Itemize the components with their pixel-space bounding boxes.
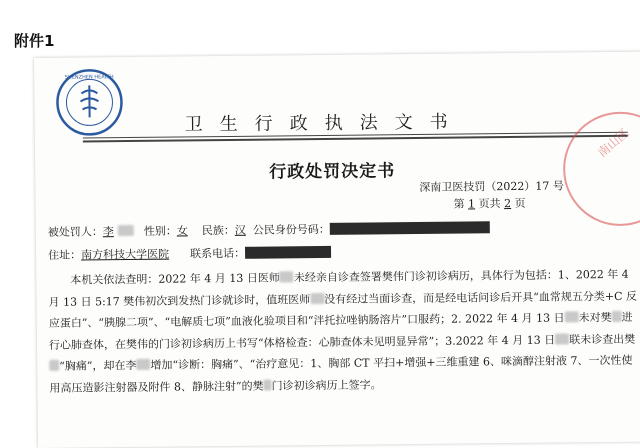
page-indicator: 第 1 页共 2 页 bbox=[453, 196, 526, 211]
decision-body: 本机关依法查明：2022 年 4 月 13 日医师 未经亲自诊查签署樊伟门诊初诊病历，具体行为包括：1、2022 年 4 月 13 日 5:17 樊伟初次到发热门诊就诊时，值班医师 没有经过当面诊查，而是经电话问诊后开具“血常规五分类+C 反应蛋白”、“胰腺二项”、“电解质七项”血液化验项目和“泮托拉唑钠肠溶片”口服药；2. 2022 年 4 月 13 日 未对樊 进行心肺查体，在樊伟的门诊初诊病历上书写“体格检查：心肺查体未见明显异常”；3.2022 年 4 月 13 日 联未诊查出樊“胸痛”，却在李 增加“诊断：胸痛”、“治疗意见：1、胸部 CT 平扫+增强+三维重建 6、咪滴醇注射液 7、一次性使用高压造影注射器及附件 8、静脉注射”的樊 门诊初诊病历上签字。 bbox=[48, 267, 638, 395]
red-seal-stamp: 南山区 bbox=[563, 111, 640, 226]
party-info-line: 被处罚人：李 性别：女 民族：汉 公民身份号码： bbox=[48, 219, 490, 240]
header-title: 卫生行政执法文书 bbox=[184, 111, 465, 136]
attachment-label: 附件1 bbox=[14, 32, 55, 50]
document-number: 深南卫医技罚（2022）17 号 bbox=[419, 179, 564, 194]
health-emblem-logo bbox=[54, 67, 125, 138]
document-title: 行政处罚决定书 bbox=[269, 161, 396, 183]
svg-text:SHENZHEN HEALTH: SHENZHEN HEALTH bbox=[64, 74, 114, 81]
redacted-id bbox=[330, 221, 490, 235]
redacted-phone bbox=[245, 246, 331, 259]
document-page bbox=[34, 52, 640, 448]
address-line: 住址：南方科技大学医院 联系电话： bbox=[48, 244, 331, 263]
